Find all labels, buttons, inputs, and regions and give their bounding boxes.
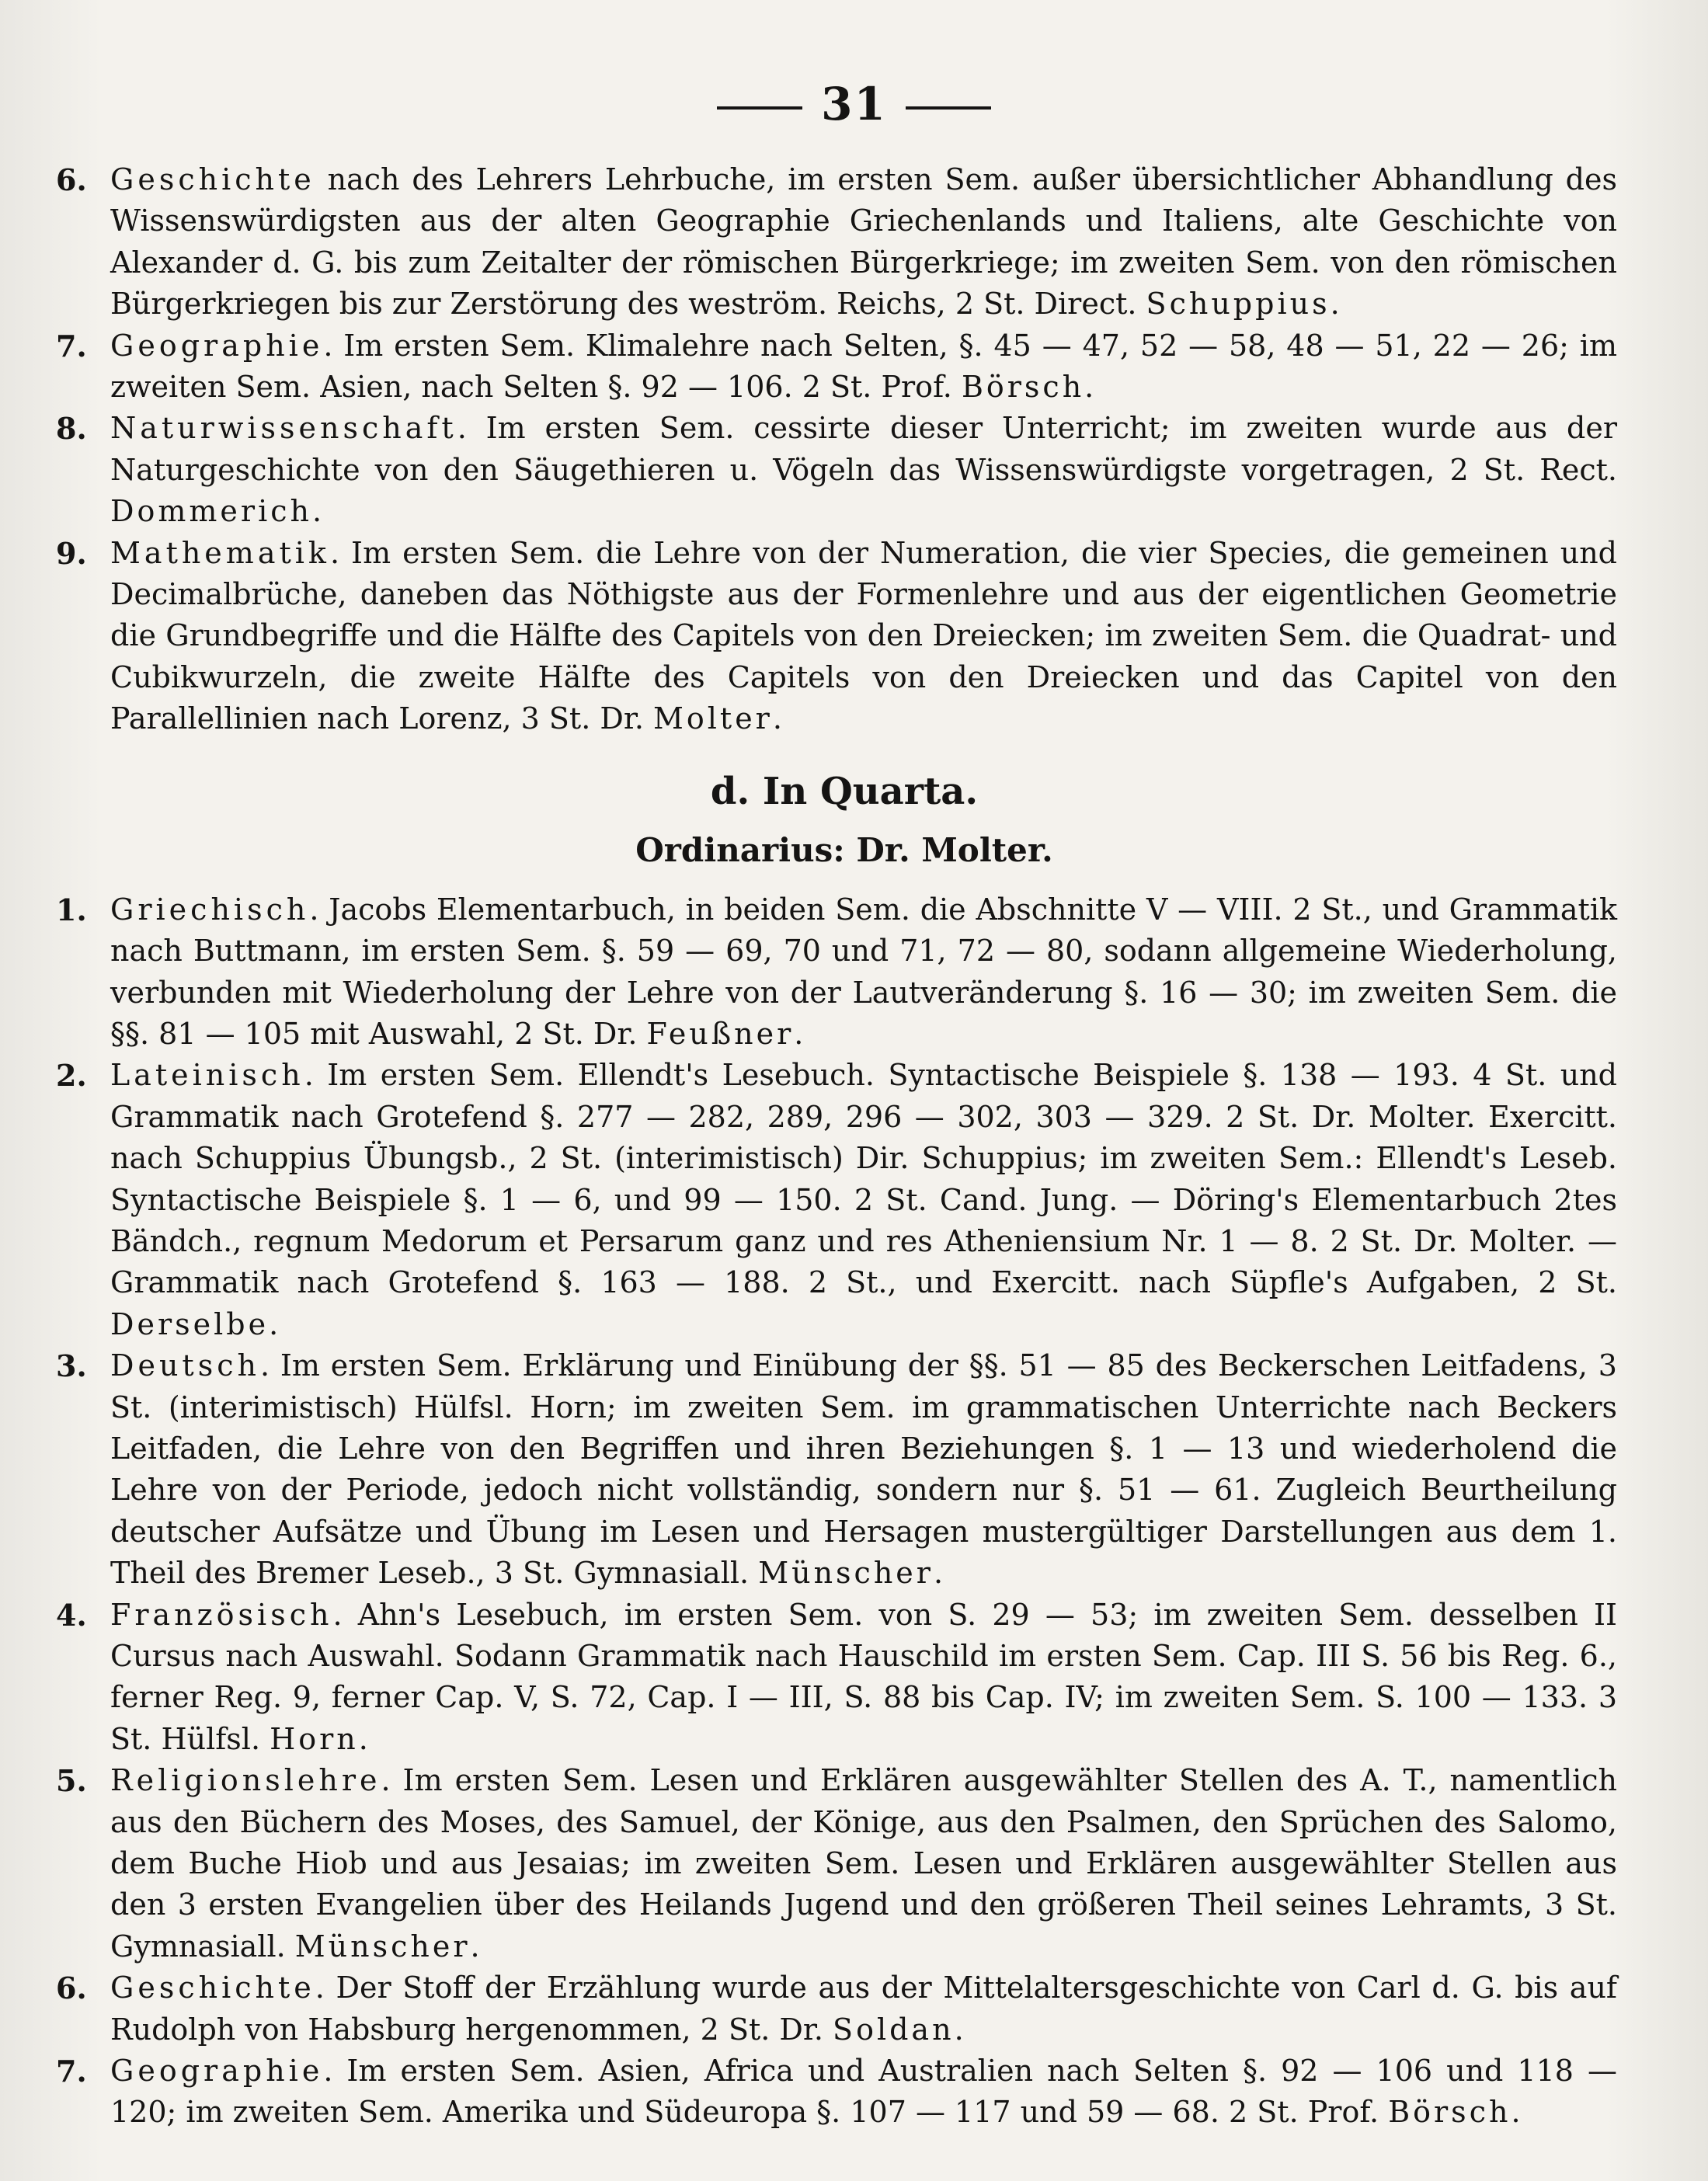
entry-tail: . bbox=[311, 494, 322, 529]
entry-number: 9. bbox=[56, 535, 87, 571]
entry-tail: . bbox=[1511, 2095, 1521, 2130]
entry-tail: . bbox=[1330, 287, 1340, 322]
entry-teacher: Horn bbox=[270, 1721, 359, 1756]
entry-tail: . bbox=[1084, 370, 1094, 405]
entry-number: 6. bbox=[56, 162, 87, 197]
entry-subject: Griechisch bbox=[110, 892, 310, 927]
entry-tail: . bbox=[358, 1721, 368, 1756]
section-heading: d. In Quarta. bbox=[710, 769, 979, 813]
entry-text: . Ahn's Lesebuch, im ersten Sem. von S. 29 — 53; im zweiten Sem. desselben II Cursus nach Auswahl. Sodann Grammatik nach Hauschild im ersten Sem. Cap. III S. 56 bis Reg. 6., ferner Reg. 9, ferner Cap. V, S. 72, Cap. I — III, S. 88 bis Cap. IV; im zweiten Sem. S. 100 — 133. 3 St. Hülfsl. bbox=[110, 1597, 1617, 1756]
entry-subject: Lateinisch bbox=[110, 1058, 304, 1093]
entry-text: . Der Stoff der Erzählung wurde aus der Mittelaltersgeschichte von Carl d. G. bis auf Rudolph von Habsburg hergenommen, 2 St. Dr. bbox=[110, 1971, 1617, 2047]
entry-text: . Im ersten Sem. Asien, Africa und Australien nach Selten §. 92 — 106 und 118 — 120; im zweiten Sem. Amerika und Südeuropa §. 107 — 117 und 59 — 68. 2 St. Prof. bbox=[110, 2054, 1617, 2130]
entry-number: 4. bbox=[56, 1597, 87, 1633]
entry-text: nach des Lehrers Lehrbuche, im ersten Sem. außer übersichtlicher Abhandlung des Wissenswürdigsten aus der alten Geographie Griechenlands und Italiens, alte Geschichte von Alexander d. G. bis zum Zeitalter der römischen Bürgerkriege; im zweiten Sem. von den römischen Bürgerkriegen bis zur Zerstörung des weström. Reichs, 2 St. Direct. bbox=[110, 162, 1617, 322]
header-rule-left bbox=[717, 106, 802, 110]
page-number: 31 bbox=[821, 78, 887, 130]
ordinarius-line: Ordinarius: Dr. Molter. bbox=[635, 830, 1053, 869]
entry-text: . Im ersten Sem. die Lehre von der Numeration, die vier Species, die gemeinen und Decimalbrüche, daneben das Nöthigste aus der Formenlehre und aus der eigentlichen Geometrie die Grundbegriffe und die Hälfte des Capitels von den Dreiecken; im zweiten Sem. die Quadrat- und Cubikwurzeln, die zweite Hälfte des Capitels von den Dreiecken und das Capitel von den Parallellinien nach Lorenz, 3 St. Dr. bbox=[110, 535, 1617, 736]
entry-mathematik bbox=[56, 533, 1617, 740]
entry-tail: . bbox=[954, 2012, 964, 2047]
entry-teacher: Soldan bbox=[833, 2012, 955, 2047]
entry-number: 8. bbox=[56, 411, 87, 447]
entry-tail: . bbox=[933, 1556, 944, 1591]
entry-geschichte-quarta bbox=[56, 1967, 1617, 2051]
entry-franzoesisch bbox=[56, 1595, 1617, 1761]
entry-number: 1. bbox=[56, 892, 87, 927]
entry-teacher: Schuppius bbox=[1146, 287, 1331, 322]
entry-text: . Im ersten Sem. cessirte dieser Unterricht; im zweiten wurde aus der Naturgeschichte von den Säugethieren u. Vögeln das Wissenswürdigste vorgetragen, 2 St. Rect. bbox=[110, 411, 1617, 487]
entry-lateinisch bbox=[56, 1055, 1617, 1345]
entry-teacher: Feußner bbox=[646, 1016, 795, 1051]
entry-tail: . bbox=[772, 701, 782, 736]
entry-subject: Geschichte bbox=[110, 1971, 315, 2005]
entry-subject: Geographie bbox=[110, 328, 324, 363]
entry-subject: Deutsch bbox=[110, 1348, 260, 1383]
entry-deutsch bbox=[56, 1345, 1617, 1594]
header-rule-right bbox=[906, 106, 991, 110]
entry-number: 7. bbox=[56, 328, 87, 364]
entry-teacher: Dommerich bbox=[110, 494, 312, 529]
entry-geschichte bbox=[56, 159, 1617, 325]
entry-naturwissenschaft bbox=[56, 408, 1617, 532]
entry-text: . Im ersten Sem. Erklärung und Einübung der §§. 51 — 85 des Beckerschen Leitfadens, 3 St. (interimistisch) Hülfsl. Horn; im zweiten Sem. im grammatischen Unterrichte nach Beckers Leitfaden, die Lehre von den Begriffen und ihren Beziehungen §. 1 — 13 und wiederholend die Lehre von der Periode, jedoch nicht vollständig, sondern nur §. 51 — 61. Zugleich Beurtheilung deutscher Aufsätze und Übung im Lesen und Hersagen mustergültiger Darstellungen aus dem 1. Theil des Bremer Leseb., 3 St. Gymnasiall. bbox=[110, 1348, 1617, 1591]
entry-number: 7. bbox=[56, 2054, 87, 2089]
entry-griechisch bbox=[56, 889, 1617, 1056]
entry-religionslehre bbox=[56, 1760, 1617, 1967]
entry-subject: Französisch bbox=[110, 1597, 333, 1632]
entry-text: . Im ersten Sem. Ellendt's Lesebuch. Syntactische Beispiele §. 138 — 193. 4 St. und Grammatik nach Grotefend §. 277 — 282, 289, 296 — 302, 303 — 329. 2 St. Dr. Molter. Exercitt. nach Schuppius Übungsb., 2 St. (interimistisch) Dir. Schuppius; im zweiten Sem.: Ellendt's Leseb. Syntactische Beispiele §. 1 — 6, und 99 — 150. 2 St. Cand. Jung. — Döring's Elementarbuch 2tes Bändch., regnum Medorum et Persarum ganz und res Atheniensium Nr. 1 — 8. 2 St. Dr. Molter. — Grammatik nach Grotefend §. 163 — 188. 2 St., und Exercitt. nach Süpfle's Aufgaben, 2 St. bbox=[110, 1058, 1617, 1300]
entry-geographie-quarta bbox=[56, 2051, 1617, 2134]
entry-tail: . bbox=[269, 1306, 279, 1341]
entry-subject: Geographie bbox=[110, 2054, 324, 2089]
page-number-header bbox=[0, 78, 1708, 130]
entry-number: 6. bbox=[56, 1971, 87, 2006]
entry-number: 3. bbox=[56, 1348, 87, 1384]
entry-number: 2. bbox=[56, 1058, 87, 1094]
entry-subject: Geschichte bbox=[110, 162, 315, 197]
entry-geographie bbox=[56, 325, 1617, 409]
entry-number: 5. bbox=[56, 1763, 87, 1799]
entry-teacher: Börsch bbox=[1388, 2095, 1511, 2130]
entry-teacher: Münscher bbox=[758, 1556, 934, 1591]
entry-teacher: Börsch bbox=[961, 370, 1085, 405]
entry-teacher: Derselbe bbox=[110, 1306, 270, 1341]
entry-text: . Jacobs Elementarbuch, in beiden Sem. die Abschnitte V — VIII. 2 St., und Grammatik nach Buttmann, im ersten Sem. §. 59 — 69, 70 und 71, 72 — 80, sodann allgemeine Wiederholung, verbunden mit Wiederholung der Lehre von der Lautveränderung §. 16 — 30; im zweiten Sem. die §§. 81 — 105 mit Auswahl, 2 St. Dr. bbox=[110, 892, 1617, 1051]
entry-tail: . bbox=[470, 1929, 480, 1964]
entry-tail: . bbox=[794, 1016, 804, 1051]
entry-subject: Religionslehre bbox=[110, 1763, 381, 1798]
entry-teacher: Münscher bbox=[294, 1929, 471, 1964]
entry-teacher: Molter bbox=[652, 701, 773, 736]
entry-text: . Im ersten Sem. Lesen und Erklären ausgewählter Stellen des A. T., namentlich aus den Büchern des Moses, des Samuel, der Könige, aus den Psalmen, den Sprüchen des Salomo, dem Buche Hiob und aus Jesaias; im zweiten Sem. Lesen und Erklären ausgewählter Stellen aus den 3 ersten Evangelien über des Heilands Jugend und den größeren Theil seines Lehramts, 3 St. Gymnasiall. bbox=[110, 1763, 1617, 1964]
entry-subject: Naturwissenschaft bbox=[110, 411, 457, 446]
entry-text: . Im ersten Sem. Klimalehre nach Selten, §. 45 — 47, 52 — 58, 48 — 51, 22 — 26; im zweiten Sem. Asien, nach Selten §. 92 — 106. 2 St. Prof. bbox=[110, 328, 1617, 405]
page-body bbox=[56, 159, 1617, 2134]
entry-subject: Mathematik bbox=[110, 535, 330, 570]
